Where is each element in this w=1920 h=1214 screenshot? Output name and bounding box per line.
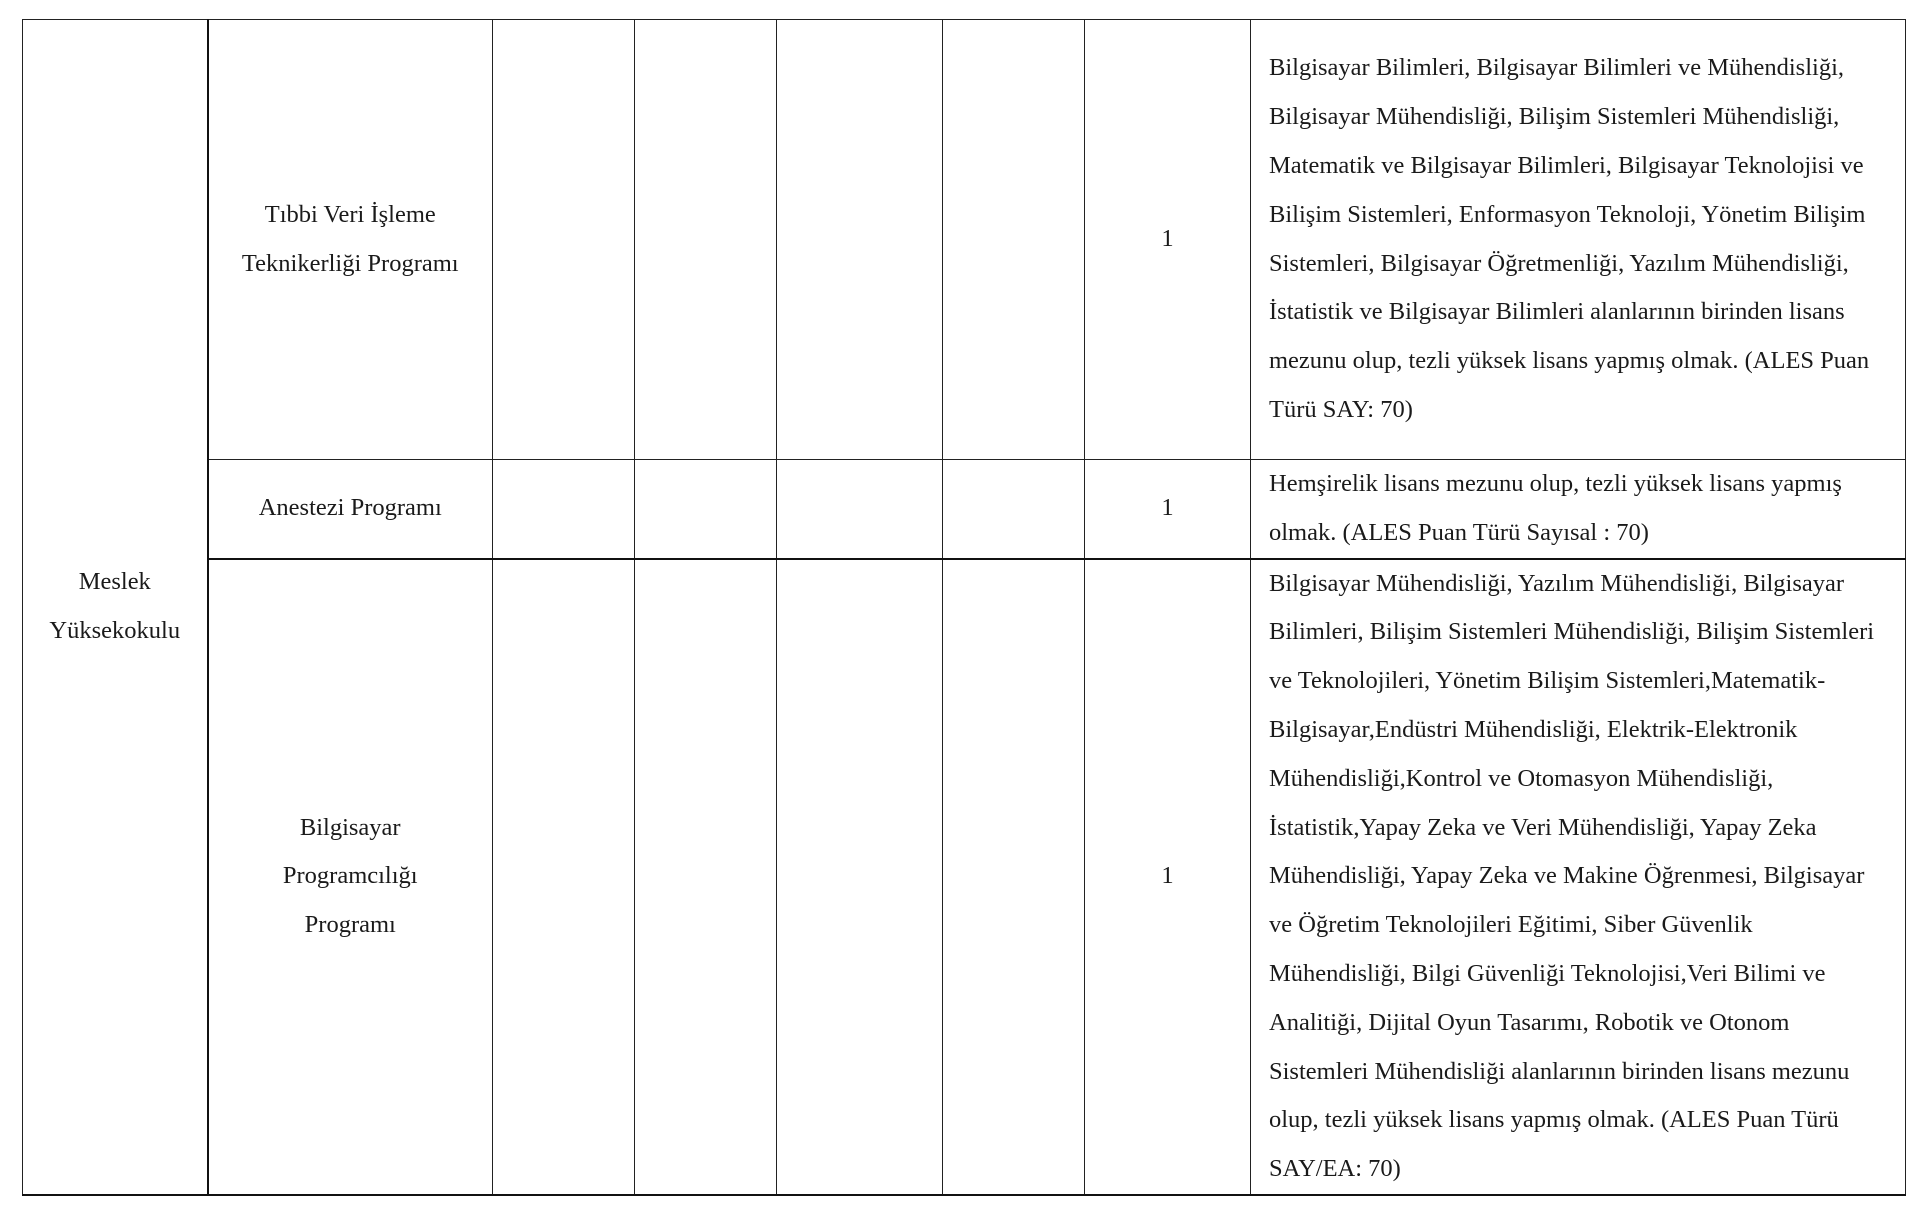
program-name: Anestezi Programı <box>258 494 442 522</box>
empty-cell <box>635 559 777 1195</box>
empty-cell <box>493 460 635 559</box>
empty-cell <box>635 20 777 460</box>
requirement-text: Bilgisayar Bilimleri, Bilgisayar Bilimleri ve Mühendisliği, Bilgisayar Mühendisliği, Bilişim Sistemleri Mühendisliği, Matematik ve Bilgisayar Bilimleri, Bilgisayar Teknolojisi ve Bilişim Sistemleri, Enformasyon Teknoloji, Yönetim Bilişim Sistemleri, Bilgisayar Öğretmenliği, Yazılım Mühendisliği, İstatistik ve Bilgisayar Bilimleri alanlarının birinden lisans mezunu olup, tezli yüksek lisans yapmış olmak. (ALES Puan Türü SAY: 70) <box>1251 20 1906 460</box>
program-cell <box>208 20 493 460</box>
program-cell <box>208 460 493 559</box>
position-count: 1 <box>1085 460 1251 559</box>
empty-cell <box>777 460 943 559</box>
requirement-text: Hemşirelik lisans mezunu olup, tezli yüksek lisans yapmış olmak. (ALES Puan Türü Sayısal : 70) <box>1251 460 1906 559</box>
program-name: Bilgisayar Programcılığı Programı <box>282 813 418 939</box>
empty-cell <box>635 460 777 559</box>
empty-cell <box>943 460 1085 559</box>
table-row <box>23 559 1906 1195</box>
unit-name: Meslek Yüksekokulu <box>49 568 181 644</box>
empty-cell <box>943 559 1085 1195</box>
empty-cell <box>943 20 1085 460</box>
empty-cell <box>777 559 943 1195</box>
empty-cell <box>493 20 635 460</box>
table-row <box>23 460 1906 559</box>
program-cell <box>208 559 493 1195</box>
empty-cell <box>493 559 635 1195</box>
program-name: Tıbbi Veri İşleme Teknikerliği Programı <box>241 200 459 277</box>
position-count: 1 <box>1085 559 1251 1195</box>
position-count: 1 <box>1085 20 1251 460</box>
unit-cell <box>23 20 208 1195</box>
table-row <box>23 20 1906 460</box>
requirement-text: Bilgisayar Mühendisliği, Yazılım Mühendisliği, Bilgisayar Bilimleri, Bilişim Sistemleri Mühendisliği, Bilişim Sistemleri ve Teknolojileri, Yönetim Bilişim Sistemleri,Matematik-Bilgisayar,Endüstri Mühendisliği, Elektrik-Elektronik Mühendisliği,Kontrol ve Otomasyon Mühendisliği, İstatistik,Yapay Zeka ve Veri Mühendisliği, Yapay Zeka Mühendisliği, Yapay Zeka ve Makine Öğrenmesi, Bilgisayar ve Öğretim Teknolojileri Eğitimi, Siber Güvenlik Mühendisliği, Bilgi Güvenliği Teknolojisi,Veri Bilimi ve Analitiği, Dijital Oyun Tasarımı, Robotik ve Otonom Sistemleri Mühendisliği alanlarının birinden lisans mezunu olup, tezli yüksek lisans yapmış olmak. (ALES Puan Türü SAY/EA: 70) <box>1251 559 1906 1195</box>
staff-requirements-table <box>22 19 1906 1196</box>
empty-cell <box>777 20 943 460</box>
